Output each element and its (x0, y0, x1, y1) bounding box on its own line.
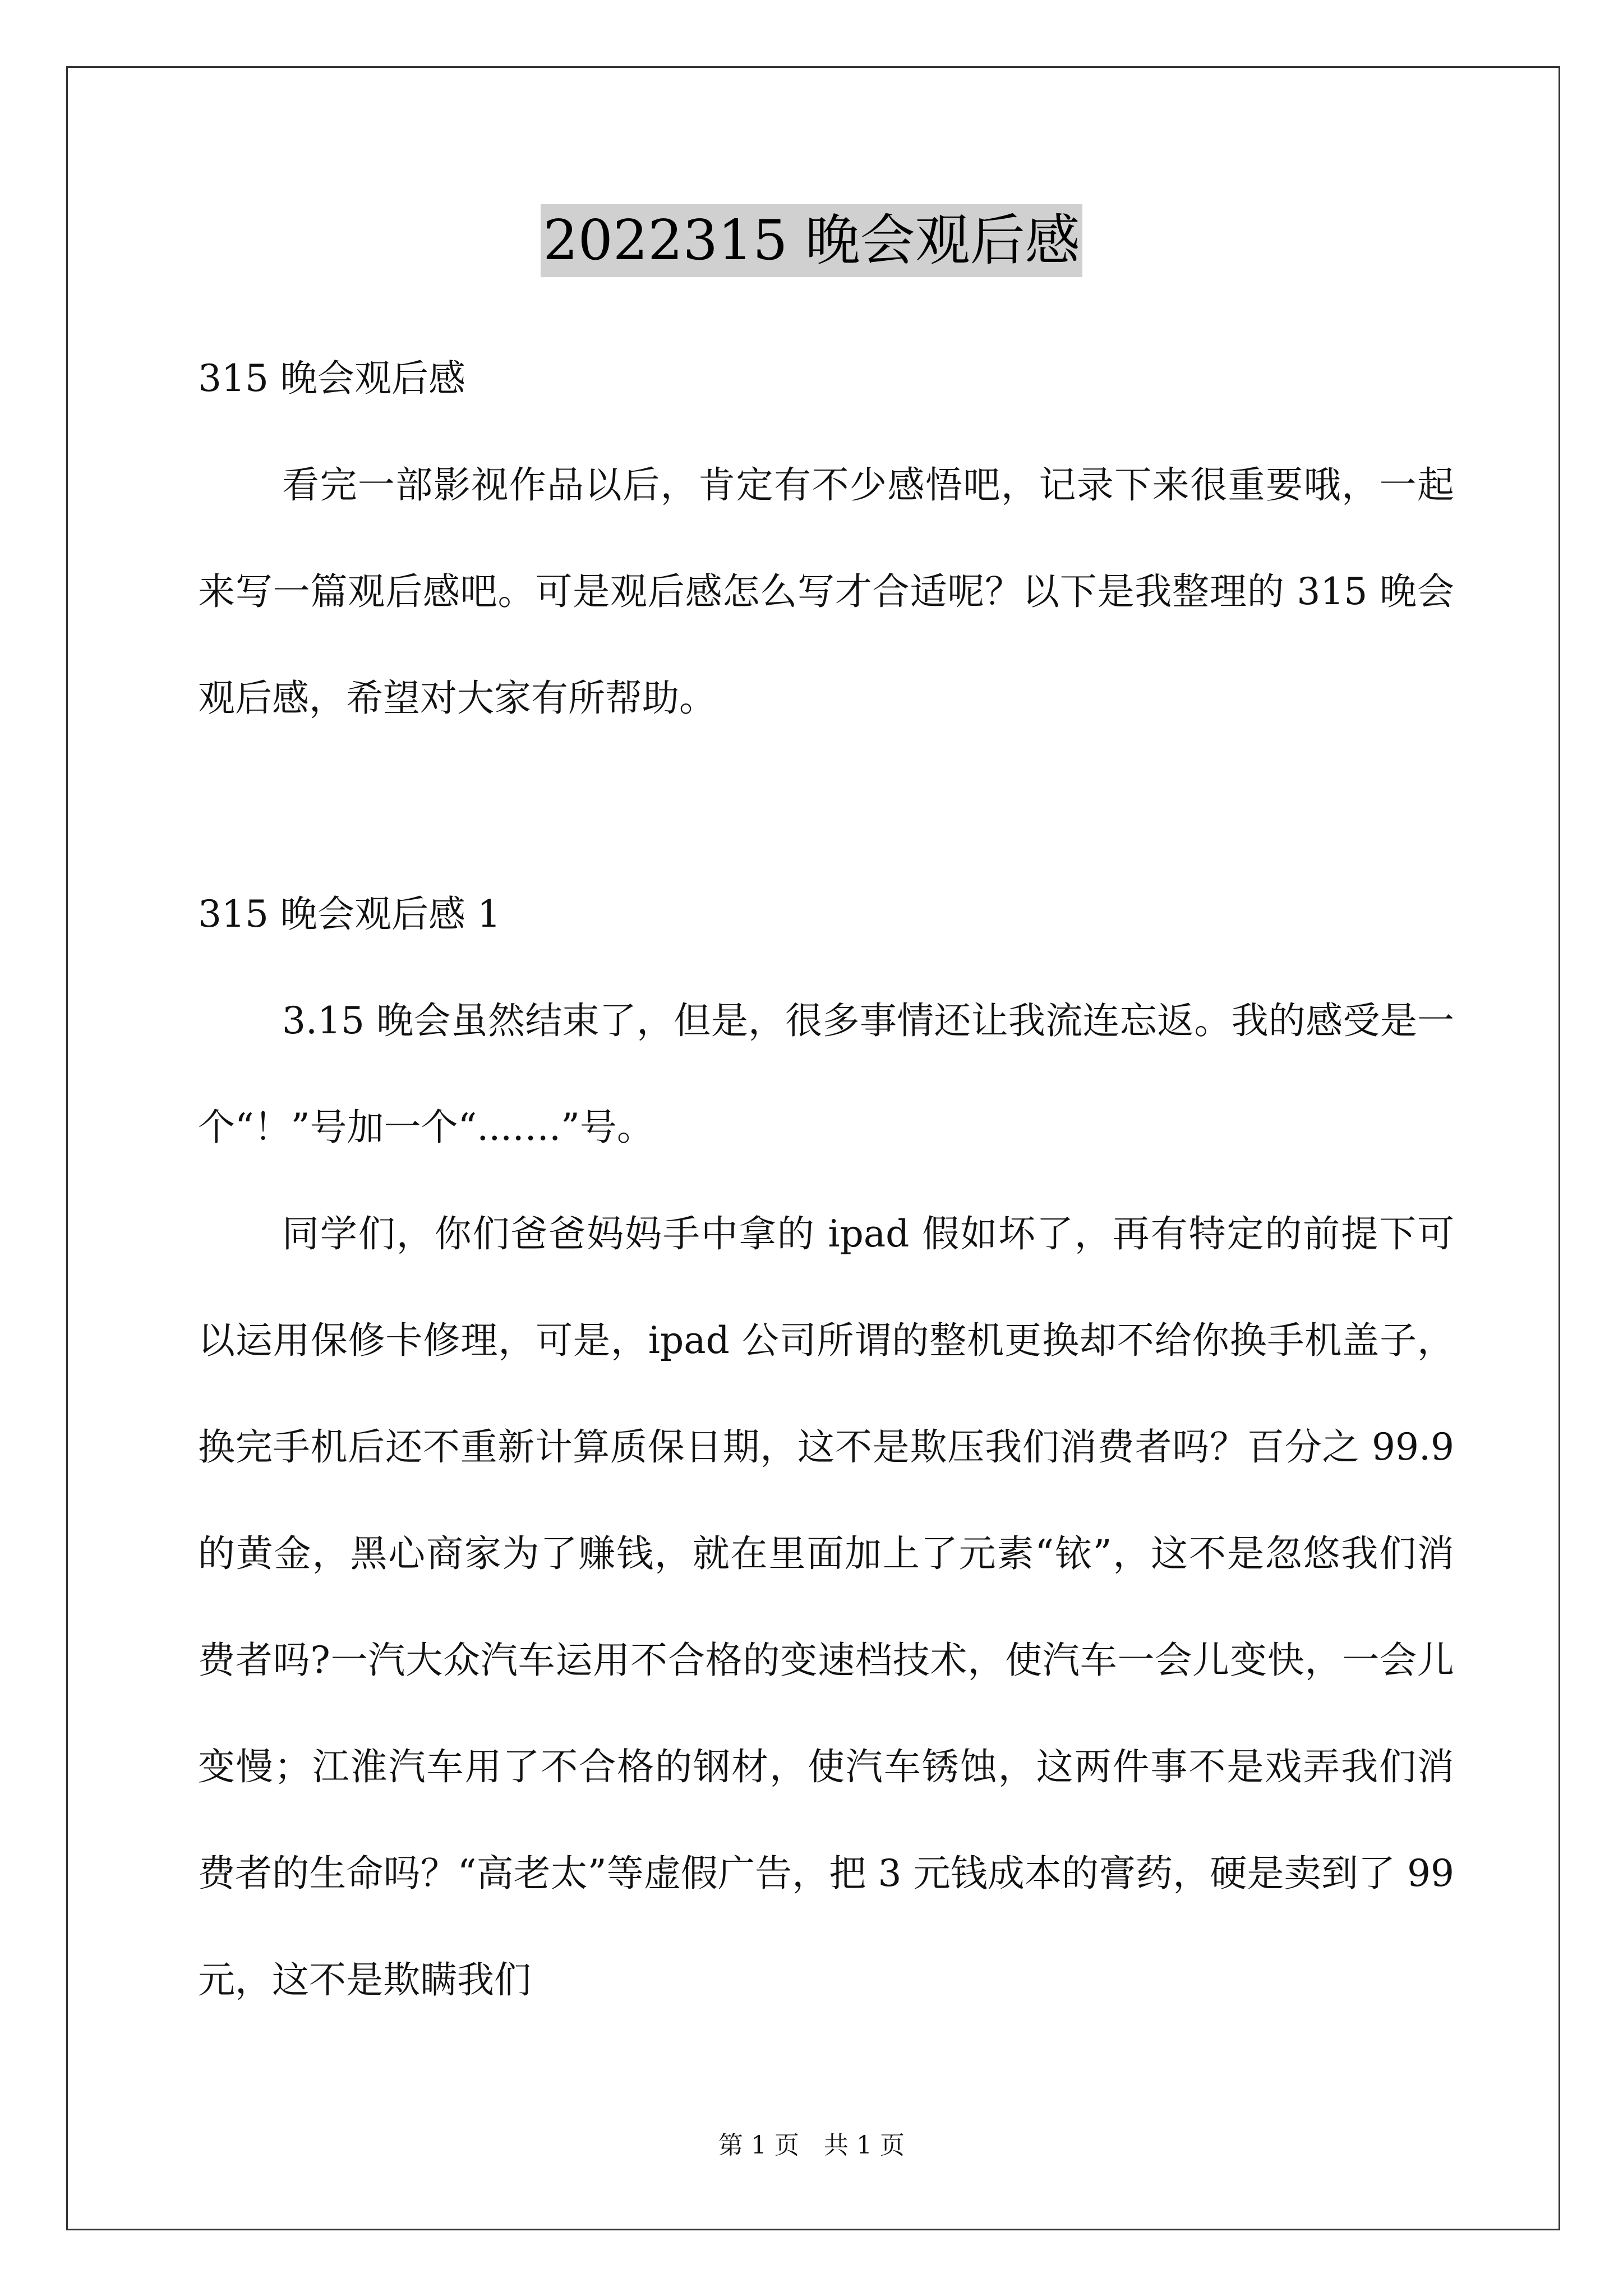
document-title: 2022315 晚会观后感 (541, 204, 1082, 277)
title-container (0, 204, 1623, 277)
intro-paragraph: 看完一部影视作品以后，肯定有不少感悟吧，记录下来很重要哦，一起来写一篇观后感吧。可是观后感怎么写才合适呢？以下是我整理的 315 晚会观后感，希望对大家有所帮助。 (198, 463, 1454, 720)
section-heading: 315 晚会观后感 1 (198, 892, 501, 936)
body-paragraph-1: 3.15 晚会虽然结束了，但是，很多事情还让我流连忘返。我的感受是一个“！”号加一个“...….”号。 (198, 999, 1454, 1149)
page-number: 第 1 页 共 1 页 (718, 2131, 905, 2160)
body-paragraph-2: 同学们，你们爸爸妈妈手中拿的 ipad 假如坏了，再有特定的前提下可以运用保修卡修理，可是，ipad 公司所谓的整机更换却不给你换手机盖子，换完手机后还不重新计算质保日期，这不是欺压我们消费者吗？百分之 99.9 的黄金，黑心商家为了赚钱，就在里面加上了元素“铱”，这不是忽悠我们消费者吗?一汽大众汽车运用不合格的变速档技术，使汽车一会儿变快，一会儿变慢；江淮汽车用了不合格的钢材，使汽车锈蚀，这两件事不是戏弄我们消费者的生命吗？“高老太”等虚假广告，把 3 元钱成本的膏药，硬是卖到了 99 元，这不是欺瞒我们 (198, 1212, 1454, 2001)
subtitle: 315 晚会观后感 (198, 357, 465, 400)
